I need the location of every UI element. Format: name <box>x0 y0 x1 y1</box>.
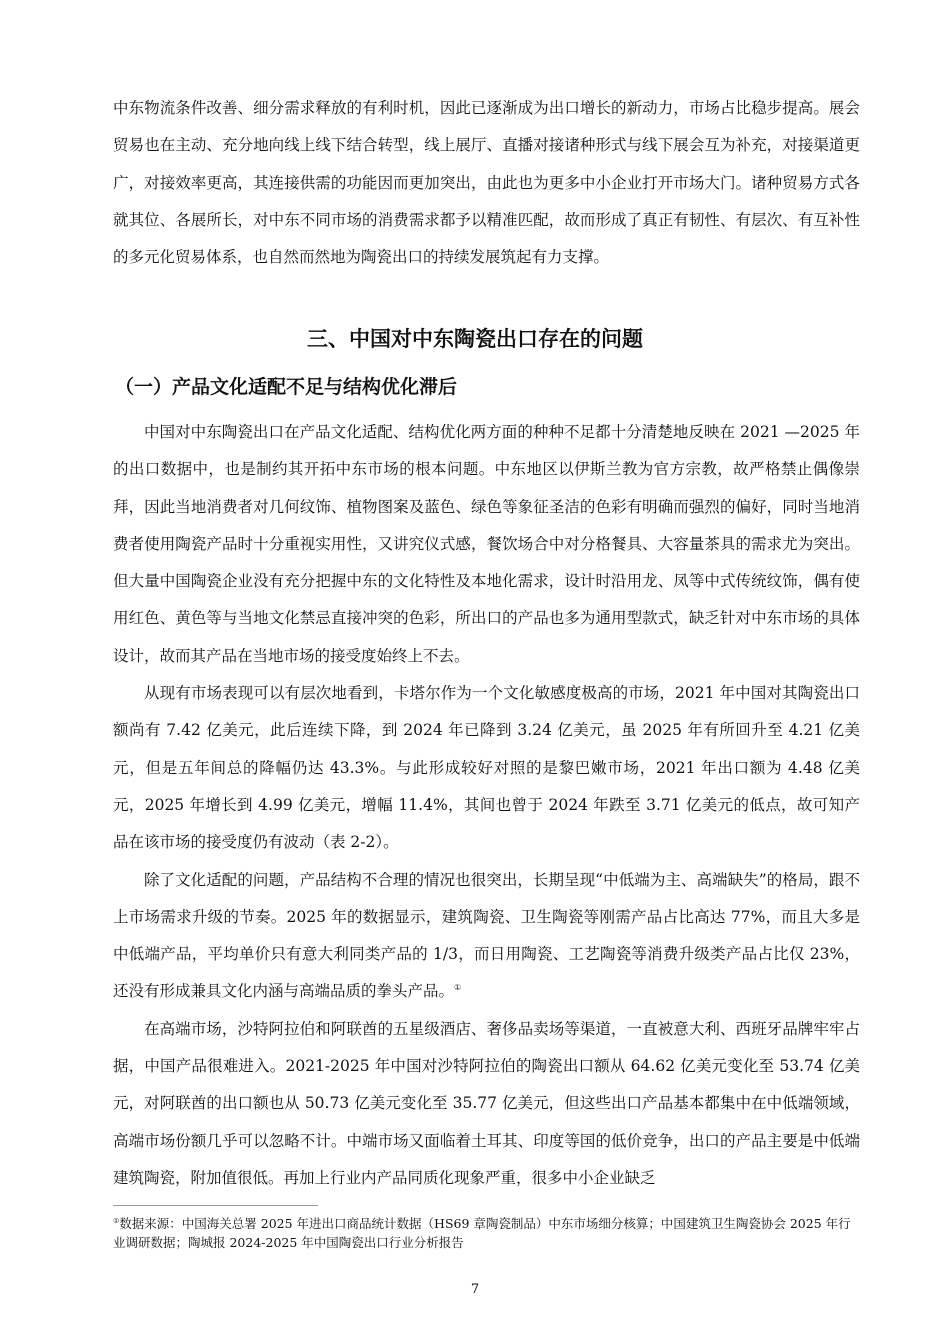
paragraph-market-performance: 从现有市场表现可以有层次地看到，卡塔尔作为一个文化敏感度极高的市场，2021 年中国对其陶瓷出口额尚有 7.42 亿美元，此后连续下降，到 2024 年已降到 3.24 亿美元，虽 2025 年有所回升至 4.21 亿美元，但是五年间总的降幅仍达 43.3%。与此形成较好对照的是黎巴嫩市场，2021 年出口额为 4.48 亿美元，2025 年增长到 4.99 亿美元，增幅 11.4%，其间也曾于 2024 年跌至 3.71 亿美元的低点，故可知产品在该市场的接受度仍有波动（表 2-2）。 <box>113 684 860 852</box>
page-number: 7 <box>470 1282 480 1297</box>
paragraph-high-end-market: 在高端市场，沙特阿拉伯和阿联酋的五星级酒店、奢侈品卖场等渠道，一直被意大利、西班牙品牌牢牢占据，中国产品很难进入。2021-2025 年中国对沙特阿拉伯的陶瓷出口额从 64.62 亿美元变化至 53.74 亿美元，对阿联酋的出口额也从 50.73 亿美元变化至 35.77 亿美元，但这些出口产品基本都集中在中低端领域，高端市场份额几乎可以忽略不计。中端市场又面临着土耳其、印度等国的低价竞争，出口的产品主要是中低端建筑陶瓷，附加值很低。再加上行业内产品同质化现象严重，很多中小企业缺乏 <box>113 1019 860 1187</box>
structure-text: 除了文化适配的问题，产品结构不合理的情况也很突出，长期呈现“中低端为主、高端缺失”的格局，跟不上市场需求升级的节奏。2025 年的数据显示，建筑陶瓷、卫生陶瓷等刚需产品占比高达 77%，而且大多是中低端产品，平均单价只有意大利同类产品的 1/3，而日用陶瓷、工艺陶瓷等消费升级类产品占比仅 23%，还没有形成兼具文化内涵与高端品质的拳头产品。 <box>113 870 860 1001</box>
footnote-reference[interactable]: ① <box>454 983 462 993</box>
footnote-text: 数据来源：中国海关总署 2025 年进出口商品统计数据（HS69 章陶瓷制品）中东市场细分核算；中国建筑卫生陶瓷协会 2025 年行业调研数据；陶城报 2024-2025 年中国陶瓷出口行业分析报告 <box>113 1216 851 1250</box>
paragraph-product-structure <box>113 862 860 1011</box>
paragraph-cultural-fit: 中国对中东陶瓷出口在产品文化适配、结构优化两方面的种种不足都十分清楚地反映在 2021 —2025 年的出口数据中，也是制约其开拓中东市场的根本问题。中东地区以伊斯兰教为官方宗教，故严格禁止偶像崇拜，因此当地消费者对几何纹饰、植物图案及蓝色、绿色等象征圣洁的色彩有明确而强烈的偏好，同时当地消费者使用陶瓷产品时十分重视实用性，又讲究仪式感，餐饮场合中对分格餐具、大容量茶具的需求尤为突出。但大量中国陶瓷企业没有充分把握中东的文化特性及本地化需求，设计时沿用龙、凤等中式传统纹饰，偶有使用红色、黄色等与当地文化禁忌直接冲突的色彩，所出口的产品也多为通用型款式，缺乏针对中东市场的具体设计，故而其产品在当地市场的接受度始终上不去。 <box>113 423 860 665</box>
intro-paragraph: 中东物流条件改善、细分需求释放的有利时机，因此已逐渐成为出口增长的新动力，市场占比稳步提高。展会贸易也在主动、充分地向线上线下结合转型，线上展厅、直播对接诸种形式与线下展会互为补充，对接渠道更广，对接效率更高，其连接供需的功能因而更加突出，由此也为更多中小企业打开市场大门。诸种贸易方式各就其位、各展所长，对中东不同市场的消费需求都予以精准匹配，故而形成了真正有韧性、有层次、有互补性的多元化贸易体系，也自然而然地为陶瓷出口的持续发展筑起有力支撑。 <box>113 99 860 267</box>
main-text-block <box>113 414 860 1197</box>
footnote <box>113 1214 860 1252</box>
footnote-divider <box>113 1205 318 1206</box>
section-title: 三、中国对中东陶瓷出口存在的问题 <box>307 327 643 351</box>
subsection-title: （一）产品文化适配不足与结构优化滞后 <box>115 376 458 398</box>
intro-text-block <box>113 90 860 276</box>
footnote-mark: ① <box>113 1216 120 1225</box>
